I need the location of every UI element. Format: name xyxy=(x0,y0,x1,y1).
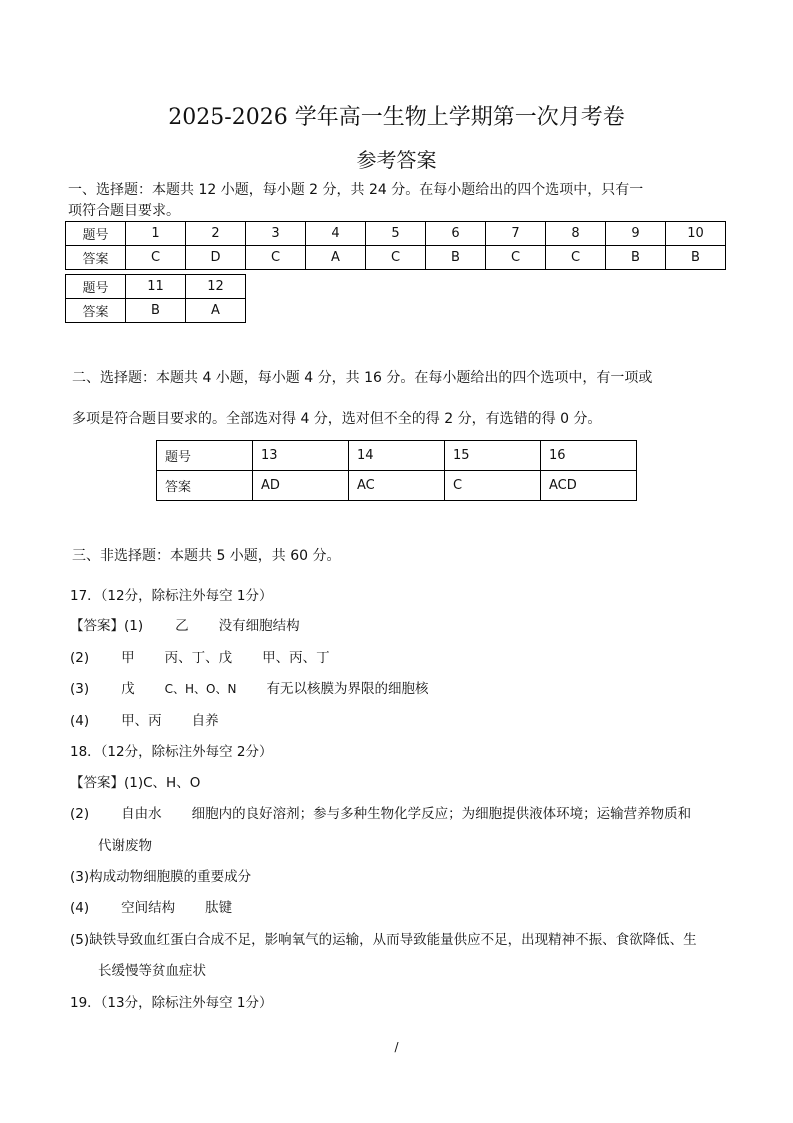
table-cell: C xyxy=(246,246,306,270)
q17-header: 17．（12分，除标注外每空 1分） xyxy=(70,588,273,604)
table-cell: C xyxy=(366,246,426,270)
page-footer: / xyxy=(394,1040,399,1054)
section2-instructions-line2: 多项是符合题目要求的。全部选对得 4 分，选对但不全的得 2 分，有选错的得 0 分。 xyxy=(72,411,602,427)
section1-instructions-line1: 一、选择题：本题共 12 小题，每小题 2 分，共 24 分。在每小题给出的四个选项中，只有一 xyxy=(68,182,644,198)
answer-part: 肽键 xyxy=(205,900,233,916)
answer-prefix: (2) xyxy=(70,806,90,822)
q17-answer-4 xyxy=(70,709,219,729)
table-cell: AC xyxy=(349,471,445,501)
table-row xyxy=(157,471,637,501)
section1-answer-table xyxy=(65,221,726,270)
table-cell: 4 xyxy=(306,222,366,246)
q18-answer-5-continued: 长缓慢等贫血症状 xyxy=(98,963,206,979)
answer-part: 戊 xyxy=(121,681,135,697)
table-cell: 16 xyxy=(541,441,637,471)
table-row xyxy=(157,441,637,471)
answer-part: 甲、丙 xyxy=(121,713,162,729)
table-row xyxy=(66,222,726,246)
answer-prefix: (3) xyxy=(70,681,90,697)
table-cell: A xyxy=(186,299,246,323)
answer-part: 甲、丙、丁 xyxy=(262,650,330,666)
table-cell: B xyxy=(426,246,486,270)
answer-part: 丙、丁、戊 xyxy=(164,650,233,666)
answer-prefix: (4) xyxy=(70,900,90,916)
answer-prefix: (2) xyxy=(70,650,90,666)
table-cell-label: 答案 xyxy=(66,246,126,270)
q17-answer-1 xyxy=(70,614,300,634)
q18-answer-4 xyxy=(70,896,232,916)
table-cell: 2 xyxy=(186,222,246,246)
table-cell: 8 xyxy=(546,222,606,246)
table-cell: B xyxy=(606,246,666,270)
answer-part: 自养 xyxy=(191,713,219,729)
answer-part: C、H、O、N xyxy=(164,682,237,696)
answer-part: 空间结构 xyxy=(121,900,176,916)
answer-prefix: 【答案】(1) xyxy=(70,618,144,634)
q18-answer-2-continued: 代谢废物 xyxy=(98,838,152,854)
table-cell-label: 题号 xyxy=(66,275,126,299)
table-cell: C xyxy=(126,246,186,270)
table-cell: 11 xyxy=(126,275,186,299)
table-cell: C xyxy=(546,246,606,270)
section1-instructions-line2: 项符合题目要求。 xyxy=(68,203,180,219)
answer-part: 乙 xyxy=(175,618,189,634)
table-row xyxy=(66,299,246,323)
q18-answer-3: (3)构成动物细胞膜的重要成分 xyxy=(70,869,252,885)
section1-answer-table-continued xyxy=(65,274,246,323)
table-row xyxy=(66,246,726,270)
table-cell-label: 题号 xyxy=(66,222,126,246)
table-cell: ACD xyxy=(541,471,637,501)
table-cell: C xyxy=(486,246,546,270)
answer-prefix: (4) xyxy=(70,713,90,729)
table-cell: 9 xyxy=(606,222,666,246)
table-cell: 6 xyxy=(426,222,486,246)
q17-answer-3 xyxy=(70,677,428,697)
q18-answer-1: 【答案】(1)C、H、O xyxy=(70,775,201,791)
table-cell: 7 xyxy=(486,222,546,246)
table-cell: B xyxy=(666,246,726,270)
table-cell: 15 xyxy=(445,441,541,471)
q18-answer-5: (5)缺铁导致血红蛋白合成不足，影响氧气的运输，从而导致能量供应不足，出现精神不振、食欲降低、生 xyxy=(70,932,697,948)
table-cell: A xyxy=(306,246,366,270)
section2-answer-table xyxy=(156,440,637,501)
table-cell: AD xyxy=(253,471,349,501)
table-cell: 10 xyxy=(666,222,726,246)
table-cell: 14 xyxy=(349,441,445,471)
answer-part: 没有细胞结构 xyxy=(218,618,300,634)
table-cell: 5 xyxy=(366,222,426,246)
table-row xyxy=(66,275,246,299)
table-cell-label: 答案 xyxy=(66,299,126,323)
table-cell: C xyxy=(445,471,541,501)
q17-answer-2 xyxy=(70,646,330,666)
section3-heading: 三、非选择题：本题共 5 小题，共 60 分。 xyxy=(72,548,341,564)
table-cell-label: 题号 xyxy=(157,441,253,471)
table-cell: 12 xyxy=(186,275,246,299)
page-title: 2025-2026 学年高一生物上学期第一次月考卷 xyxy=(168,105,625,130)
q18-answer-2 xyxy=(70,802,691,822)
table-cell: 13 xyxy=(253,441,349,471)
page-subtitle: 参考答案 xyxy=(356,148,437,172)
answer-part: 有无以核膜为界限的细胞核 xyxy=(266,681,429,697)
answer-part: 甲 xyxy=(121,650,135,666)
table-cell: 1 xyxy=(126,222,186,246)
answer-part: 细胞内的良好溶剂；参与多种生物化学反应；为细胞提供液体环境；运输营养物质和 xyxy=(191,806,692,822)
q18-header: 18．（12分，除标注外每空 2分） xyxy=(70,744,273,760)
answer-part: 自由水 xyxy=(121,806,162,822)
table-cell: D xyxy=(186,246,246,270)
table-cell: B xyxy=(126,299,186,323)
q19-header: 19．（13分，除标注外每空 1分） xyxy=(70,995,273,1011)
table-cell: 3 xyxy=(246,222,306,246)
section2-instructions-line1: 二、选择题：本题共 4 小题，每小题 4 分，共 16 分。在每小题给出的四个选项中，有一项或 xyxy=(72,370,653,386)
table-cell-label: 答案 xyxy=(157,471,253,501)
